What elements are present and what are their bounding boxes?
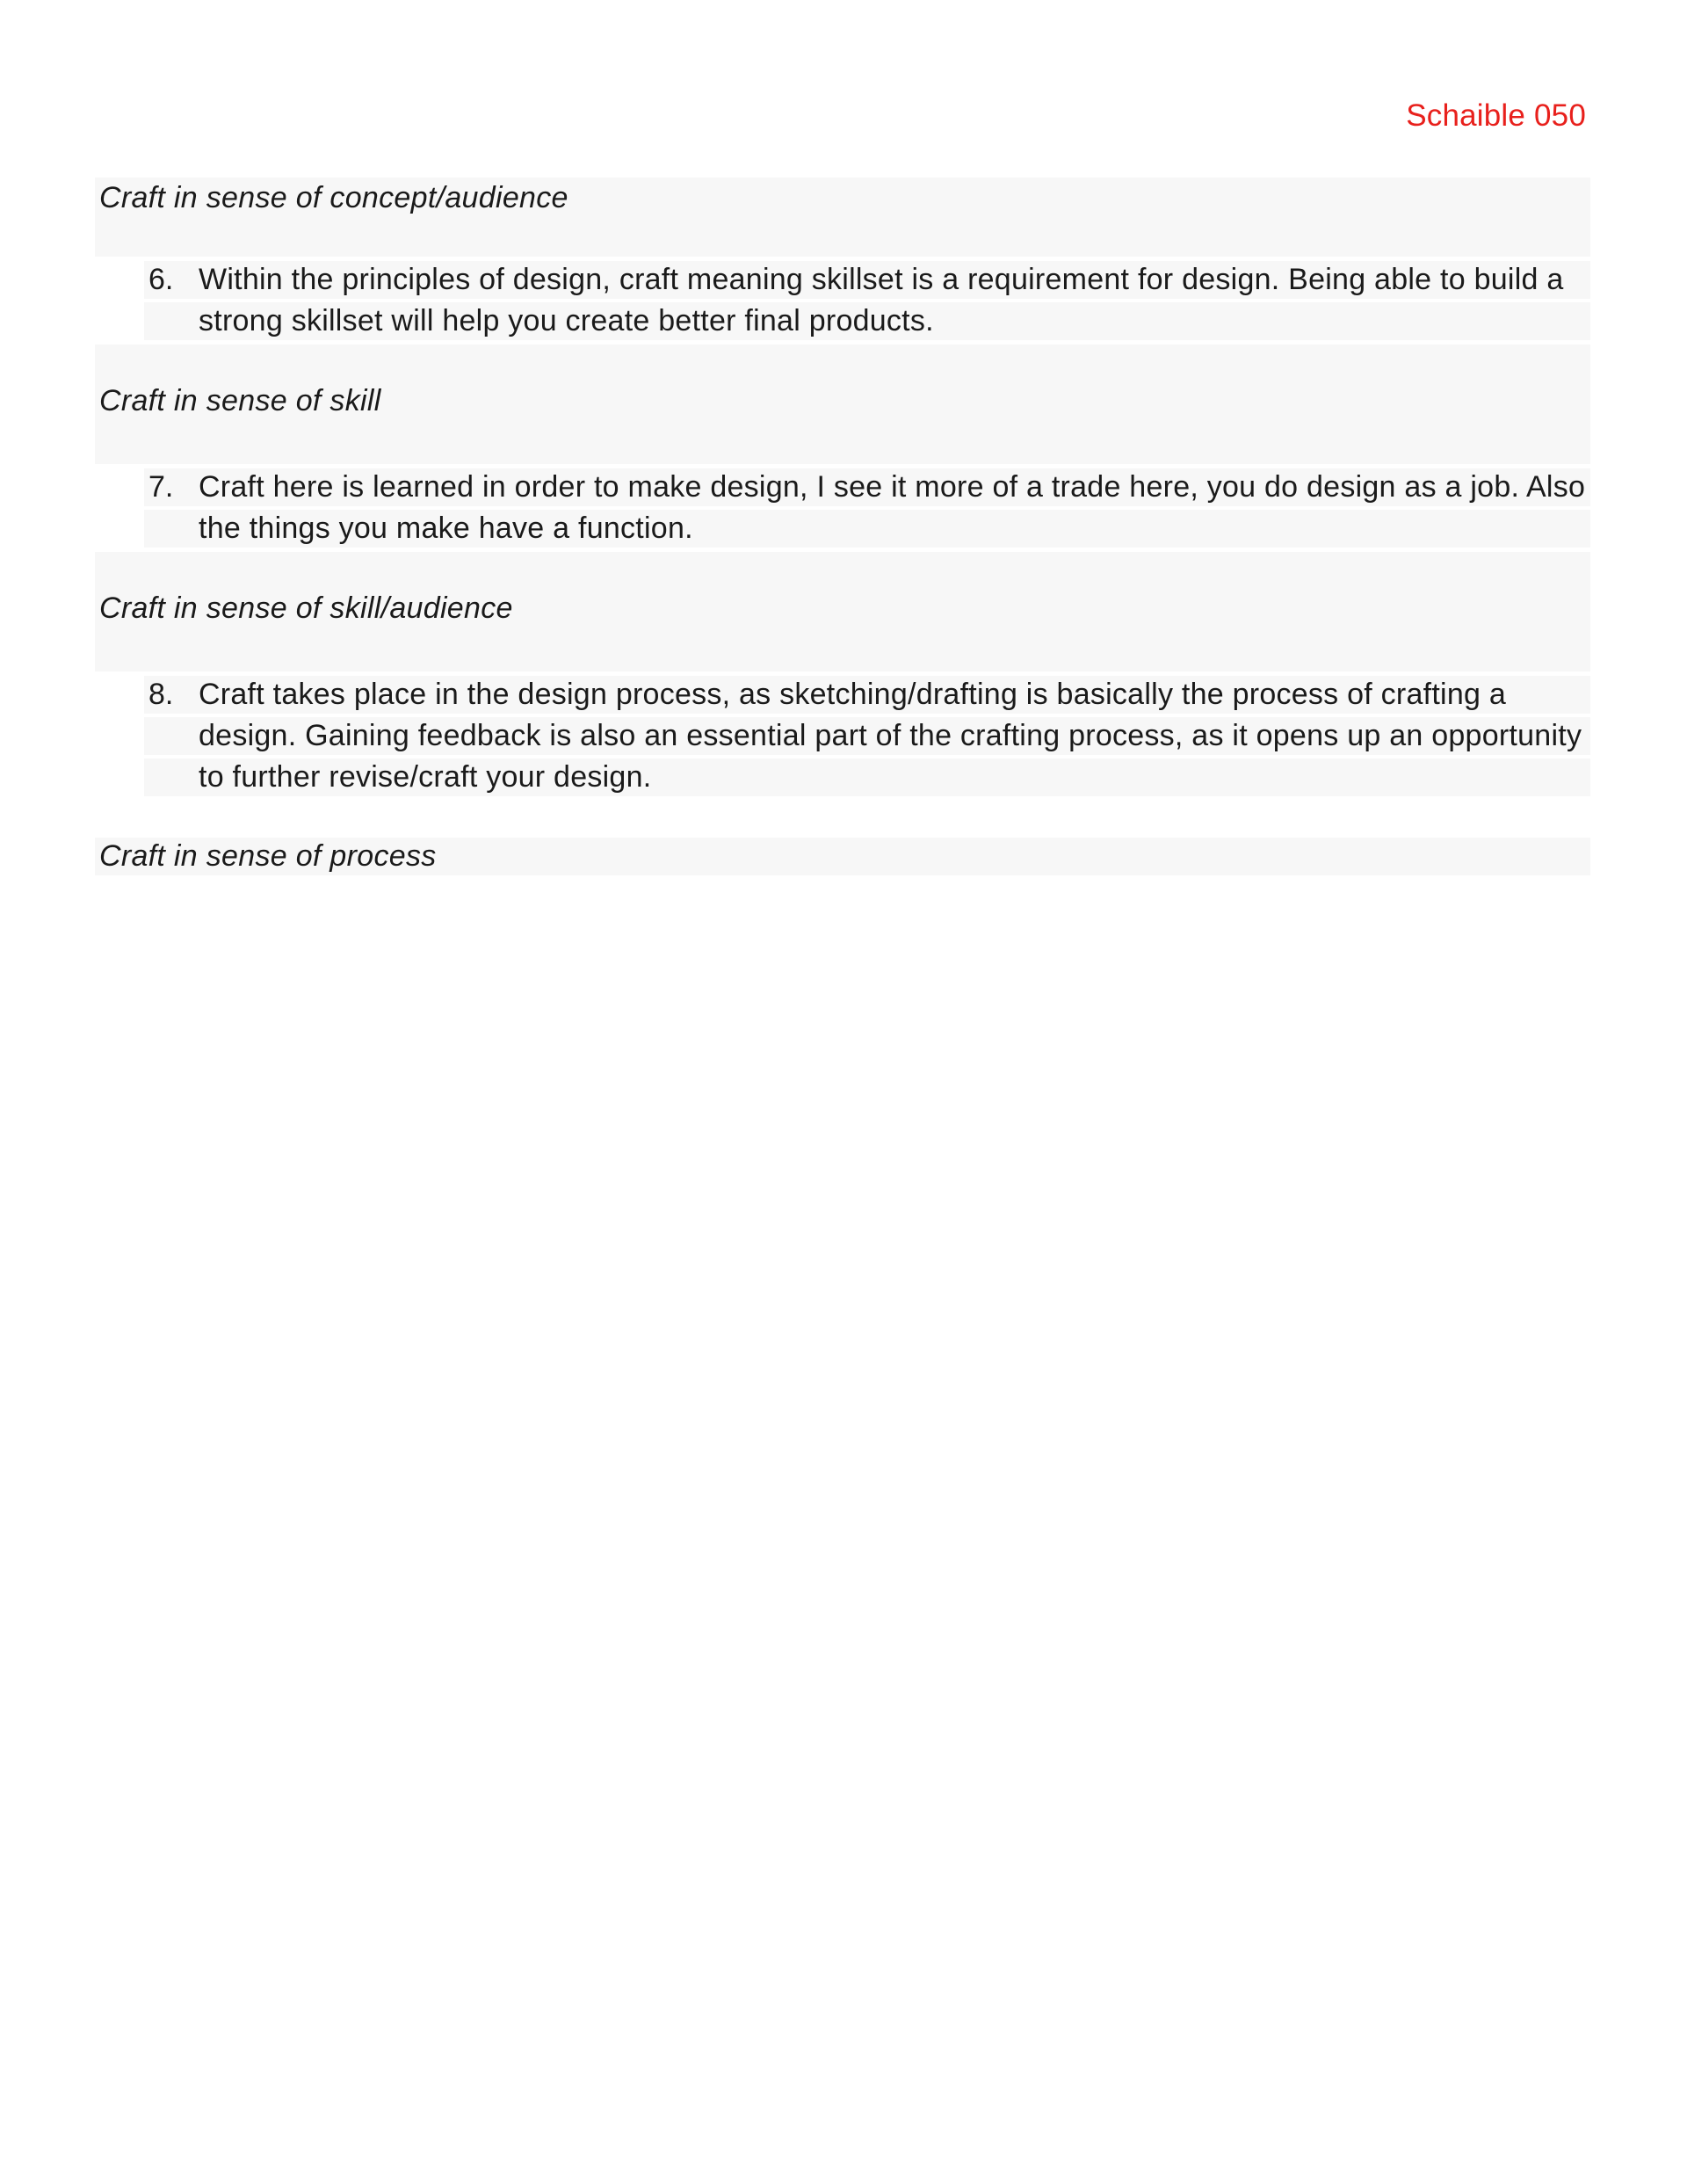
- page-header: Schaible 050: [1406, 98, 1586, 133]
- caption-concept-audience: Craft in sense of concept/audience: [95, 178, 1590, 257]
- list-item-line: the things you make have a function.: [144, 510, 1590, 548]
- list-item-6: [144, 261, 1590, 340]
- list-item-7: [144, 468, 1590, 548]
- list-item-line: design. Gaining feedback is also an essential part of the crafting process, as it opens up an opportunity: [144, 717, 1590, 755]
- list-item-line: strong skillset will help you create better final products.: [144, 302, 1590, 340]
- list-item-8: [144, 676, 1590, 796]
- list-item-line: Craft takes place in the design process, as sketching/drafting is basically the process of crafting a: [144, 676, 1590, 714]
- list-number: 8.: [148, 678, 174, 711]
- list-number: 6.: [148, 263, 174, 296]
- document-body: [95, 178, 1590, 875]
- list-item-line: Within the principles of design, craft meaning skillset is a requirement for design. Being able to build a: [144, 261, 1590, 299]
- list-item-line: Craft here is learned in order to make design, I see it more of a trade here, you do design as a job. Also: [144, 468, 1590, 506]
- caption-skill-audience: Craft in sense of skill/audience: [95, 552, 1590, 671]
- list-item-line: to further revise/craft your design.: [144, 758, 1590, 796]
- caption-process: Craft in sense of process: [95, 838, 1590, 875]
- list-number: 7.: [148, 470, 174, 504]
- caption-skill: Craft in sense of skill: [95, 345, 1590, 464]
